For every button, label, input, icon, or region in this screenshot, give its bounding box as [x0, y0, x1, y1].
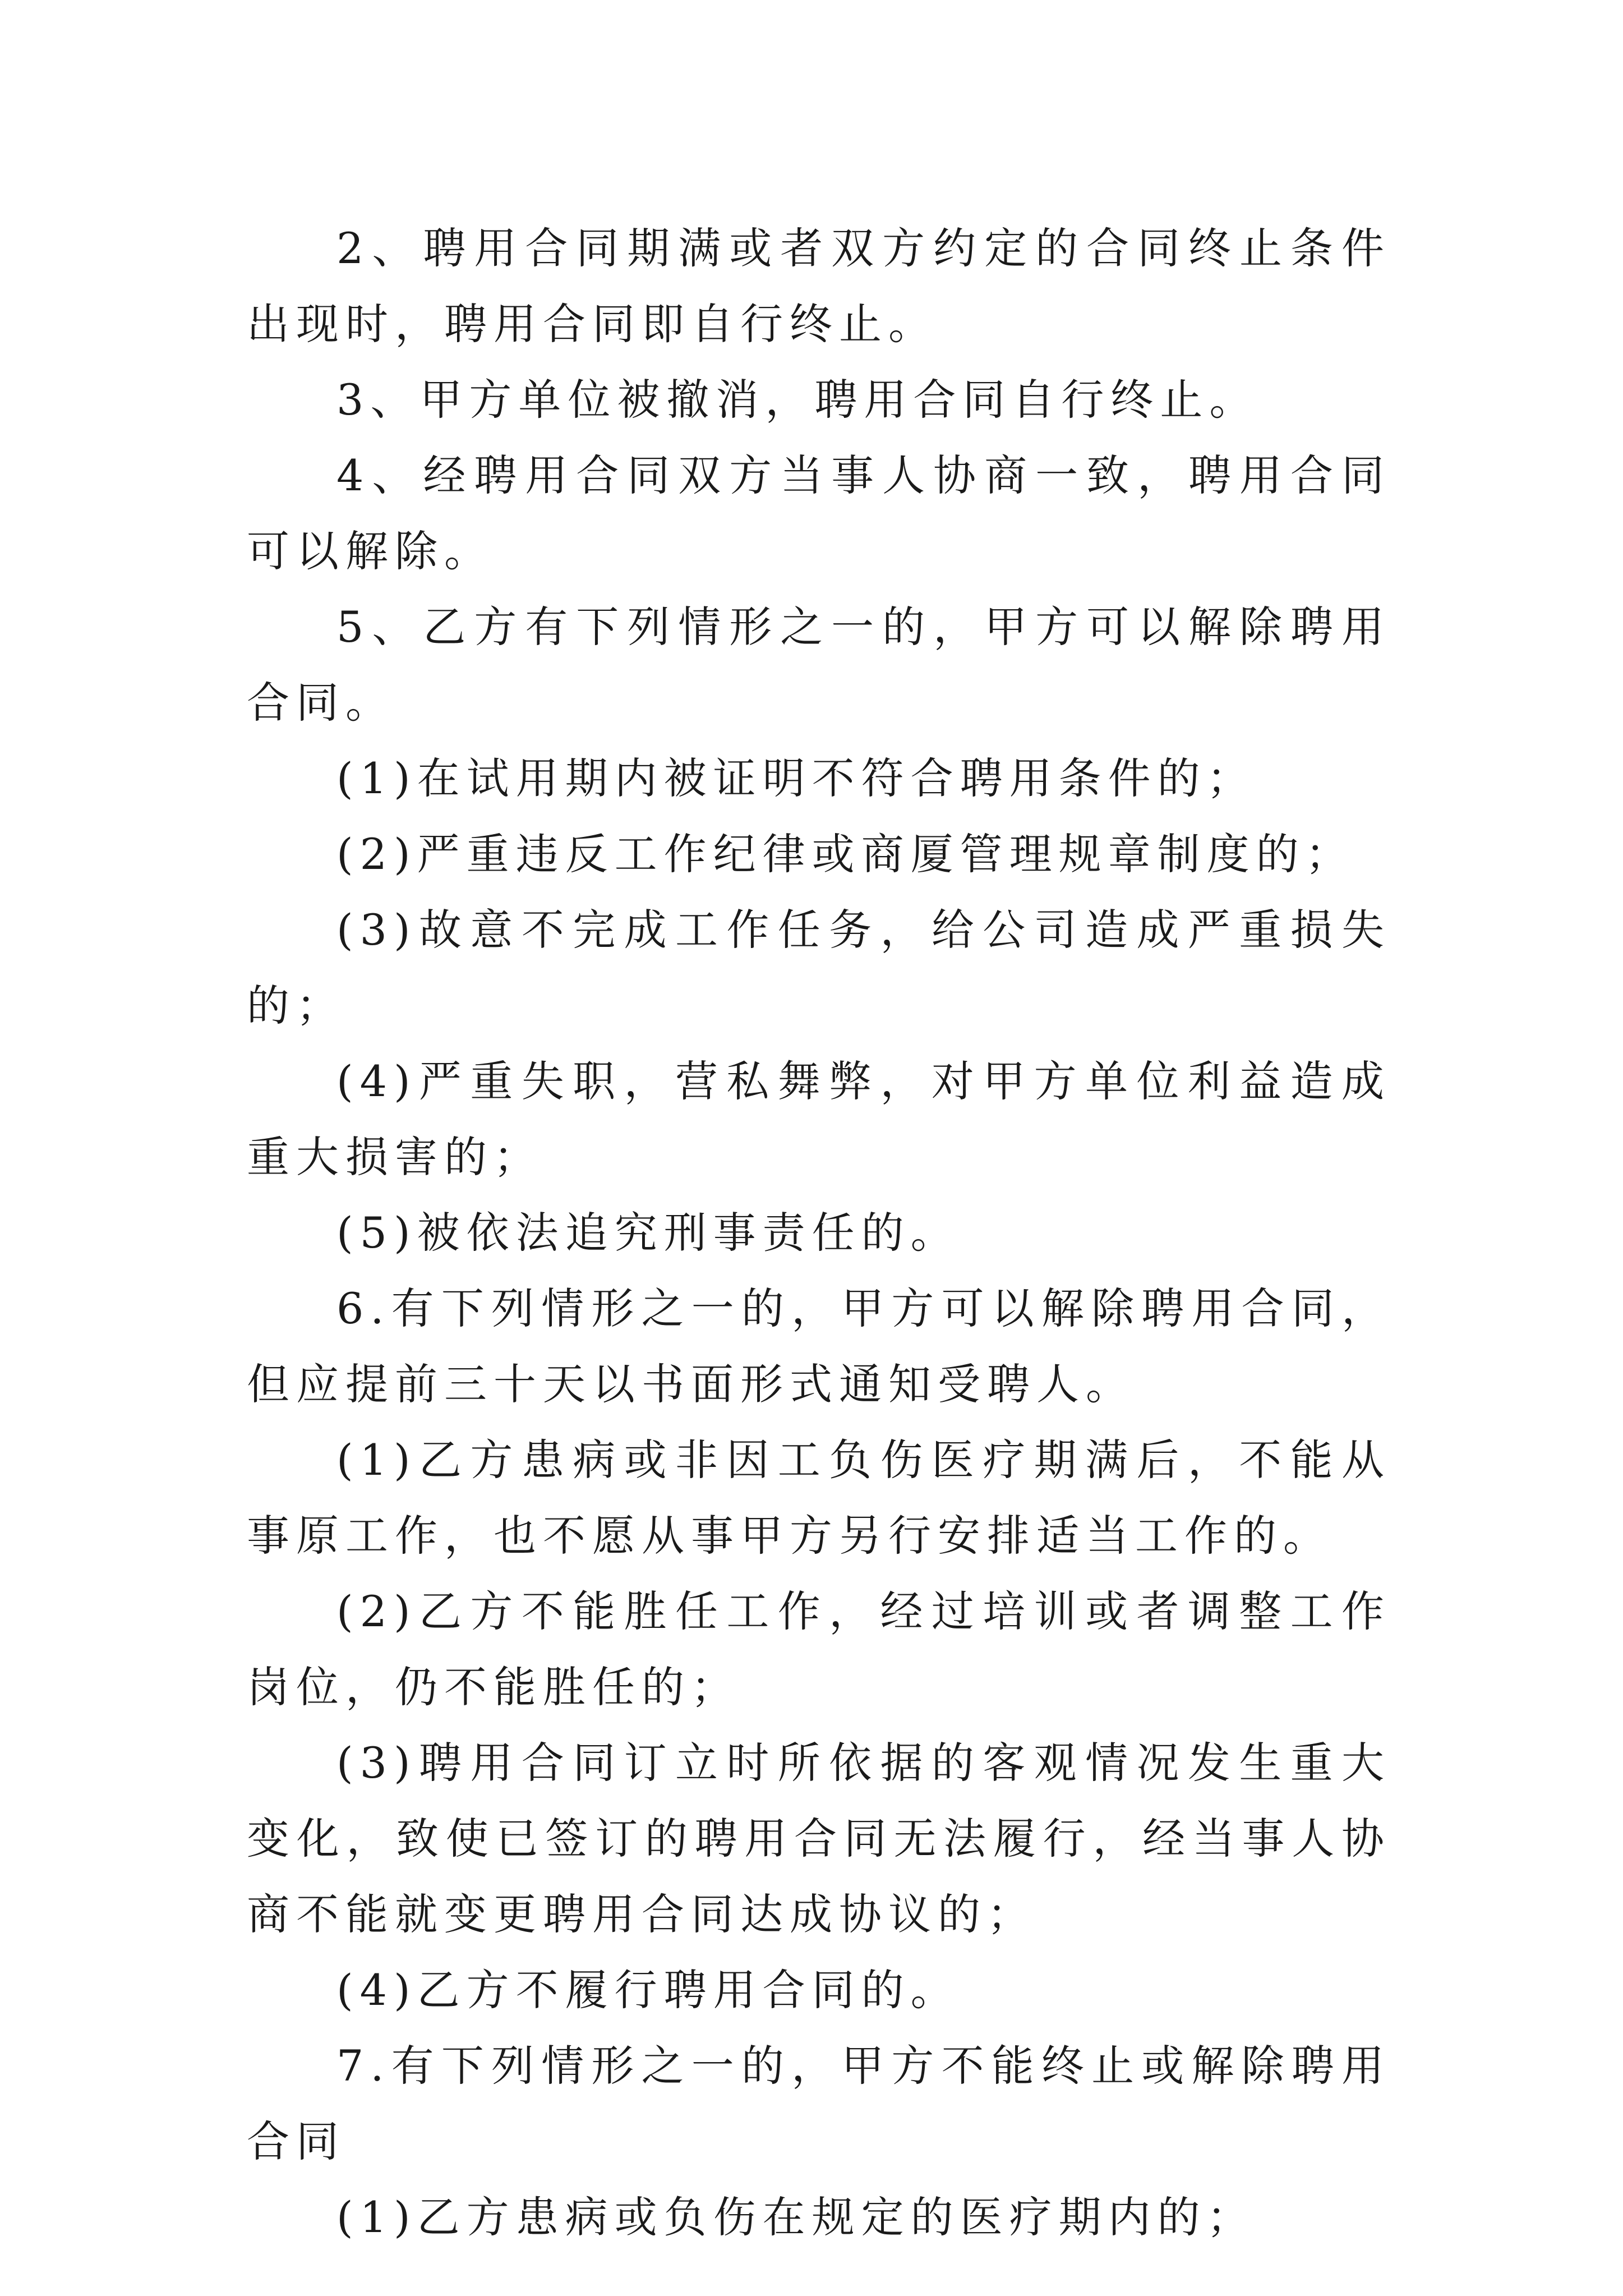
document-body [247, 210, 1391, 2255]
paragraph-clause-4: 4、经聘用合同双方当事人协商一致，聘用合同可以解除。 [247, 450, 1391, 576]
paragraph-clause-5-item-4: (4)严重失职，营私舞弊，对甲方单位利益造成重大损害的； [247, 1056, 1391, 1182]
paragraph-clause-2: 2、聘用合同期满或者双方约定的合同终止条件出现时，聘用合同即自行终止。 [247, 223, 1391, 349]
paragraph-clause-6-item-1: (1)乙方患病或非因工负伤医疗期满后，不能从事原工作，也不愿从事甲方另行安排适当工作的。 [247, 1435, 1391, 1561]
paragraph-clause-7: 7.有下列情形之一的，甲方不能终止或解除聘用合同 [247, 2041, 1391, 2166]
paragraph-clause-5-item-2: (2)严重违反工作纪律或商厦管理规章制度的； [336, 829, 1355, 879]
paragraph-clause-6-item-3: (3)聘用合同订立时所依据的客观情况发生重大变化，致使已签订的聘用合同无法履行，经当事人协商不能就变更聘用合同达成协议的； [247, 1738, 1391, 1939]
paragraph-clause-3: 3、甲方单位被撤消，聘用合同自行终止。 [336, 375, 1259, 425]
paragraph-clause-6-item-2: (2)乙方不能胜任工作，经过培训或者调整工作岗位，仍不能胜任的； [247, 1586, 1391, 1712]
paragraph-clause-5-item-3: (3)故意不完成工作任务，给公司造成严重损失的； [247, 905, 1391, 1030]
paragraph-clause-7-item-1: (1)乙方患病或负伤在规定的医疗期内的； [336, 2192, 1256, 2242]
paragraph-clause-5-item-1: (1)在试用期内被证明不符合聘用条件的； [336, 753, 1256, 803]
paragraph-clause-5: 5、乙方有下列情形之一的，甲方可以解除聘用合同。 [247, 602, 1391, 728]
paragraph-clause-6: 6.有下列情形之一的，甲方可以解除聘用合同，但应提前三十天以书面形式通知受聘人。 [247, 1283, 1391, 1409]
paragraph-clause-6-item-4: (4)乙方不履行聘用合同的。 [336, 1965, 960, 2015]
paragraph-clause-5-item-5: (5)被依法追究刑事责任的。 [336, 1208, 960, 1258]
